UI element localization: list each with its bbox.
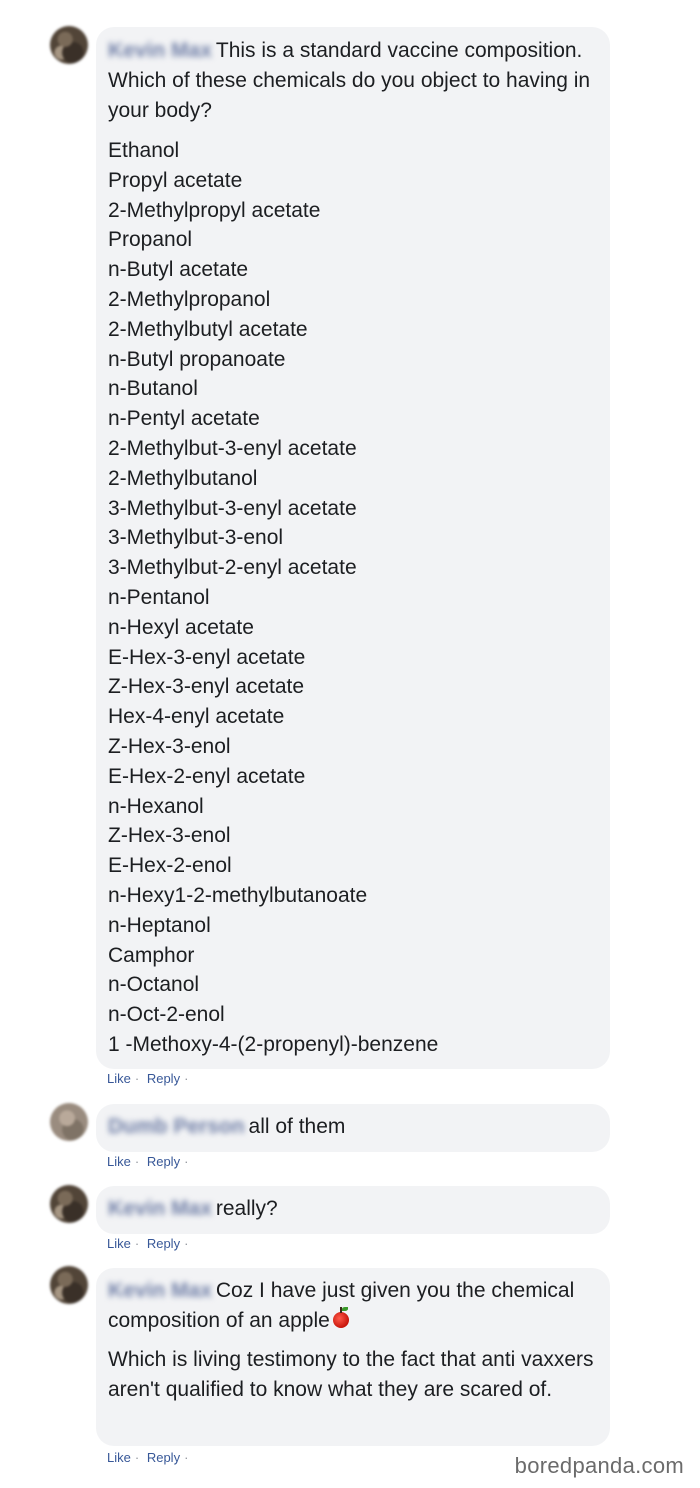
- avatar[interactable]: [50, 26, 88, 64]
- reply-link[interactable]: Reply: [146, 1236, 181, 1251]
- chemical-list: [108, 136, 598, 1060]
- comment-intro: [108, 36, 598, 126]
- chemical-item: n-Hexyl acetate: [108, 615, 254, 639]
- reply-link[interactable]: Reply: [146, 1154, 181, 1169]
- chemical-item: n-Heptanol: [108, 913, 211, 937]
- avatar[interactable]: [50, 1266, 88, 1304]
- reply-link[interactable]: Reply: [146, 1071, 181, 1086]
- chemical-item: 3-Methylbut-2-enyl acetate: [108, 556, 357, 580]
- chemical-item: n-Butanol: [108, 377, 198, 401]
- chemical-item: Ethanol: [108, 139, 180, 162]
- reply-link[interactable]: Reply: [146, 1450, 181, 1465]
- comment-bubble: [96, 1186, 610, 1234]
- separator-dot: ·: [184, 1154, 189, 1169]
- chemical-item: Z-Hex-3-enol: [108, 824, 231, 848]
- chemical-item: E-Hex-2-enyl acetate: [108, 764, 306, 788]
- chemical-item: Z-Hex-3-enol: [108, 734, 231, 758]
- chemical-item: n-Pentanol: [108, 585, 210, 609]
- chemical-item: Hex-4-enyl acetate: [108, 705, 285, 729]
- chemical-item: 1 -Methoxy-4-(2-propenyl)-benzene: [108, 1032, 439, 1056]
- chemical-item: 2-Methylpropyl acetate: [108, 198, 321, 222]
- chemical-item: E-Hex-3-enyl acetate: [108, 645, 306, 669]
- chemical-item: n-Butyl propanoate: [108, 347, 286, 371]
- chemical-item: n-Pentyl acetate: [108, 407, 260, 431]
- comment-text: Coz I have just given you the chemical composition of an apple: [108, 1279, 575, 1332]
- separator-dot: ·: [134, 1071, 140, 1086]
- chemical-item: 2-Methylbutanol: [108, 466, 258, 490]
- chemical-item: n-Octanol: [108, 973, 200, 997]
- chemical-item: n-Hexanol: [108, 794, 204, 818]
- comment-paragraph: [108, 1276, 598, 1336]
- comment-text: really?: [215, 1197, 278, 1220]
- chemical-item: Propanol: [108, 228, 193, 252]
- chemical-item: 3-Methylbut-3-enyl acetate: [108, 496, 357, 520]
- comment-text: This is a standard vaccine composition. Which of these chemicals do you object to having in your body?: [108, 39, 591, 122]
- author-name[interactable]: Kevin Max: [108, 1279, 212, 1302]
- author-name[interactable]: Kevin Max: [108, 1197, 212, 1220]
- comment-paragraph: Which is living testimony to the fact that anti vaxxers aren't qualified to know what they are scared of.: [108, 1348, 594, 1401]
- author-name[interactable]: Kevin Max: [108, 39, 212, 62]
- like-link[interactable]: Like: [107, 1236, 131, 1251]
- avatar[interactable]: [50, 1103, 88, 1141]
- chemical-item: 2-Methylpropanol: [108, 287, 271, 311]
- chemical-item: Z-Hex-3-enyl acetate: [108, 675, 305, 699]
- comment-bubble: [96, 1104, 610, 1152]
- chemical-item: Propyl acetate: [108, 168, 243, 192]
- chemical-item: Camphor: [108, 943, 195, 967]
- comment-text: all of them: [248, 1115, 346, 1138]
- chemical-item: n-Oct-2-enol: [108, 1003, 225, 1027]
- separator-dot: ·: [134, 1450, 140, 1465]
- like-link[interactable]: Like: [107, 1071, 131, 1086]
- author-name[interactable]: Dumb Person: [108, 1115, 245, 1138]
- avatar[interactable]: [50, 1185, 88, 1223]
- separator-dot: ·: [134, 1154, 140, 1169]
- chemical-item: n-Butyl acetate: [108, 258, 249, 282]
- separator-dot: ·: [184, 1450, 189, 1465]
- comment-actions: [107, 1154, 192, 1169]
- separator-dot: ·: [184, 1071, 189, 1086]
- like-link[interactable]: Like: [107, 1154, 131, 1169]
- chemical-item: E-Hex-2-enol: [108, 854, 232, 878]
- like-link[interactable]: Like: [107, 1450, 131, 1465]
- comment-bubble: [96, 27, 610, 1069]
- separator-dot: ·: [134, 1236, 140, 1251]
- chemical-item: n-Hexy1-2-methylbutanoate: [108, 883, 368, 907]
- comment-actions: [107, 1236, 192, 1251]
- chemical-item: 3-Methylbut-3-enol: [108, 526, 284, 550]
- separator-dot: ·: [184, 1236, 189, 1251]
- chemical-item: 2-Methylbut-3-enyl acetate: [108, 436, 357, 460]
- comment-actions: [107, 1071, 192, 1086]
- apple-icon: [333, 1312, 349, 1328]
- chemical-item: 2-Methylbutyl acetate: [108, 317, 308, 341]
- watermark: boredpanda.com: [514, 1453, 684, 1478]
- comment-actions: [107, 1450, 192, 1465]
- comment-bubble: [96, 1268, 610, 1446]
